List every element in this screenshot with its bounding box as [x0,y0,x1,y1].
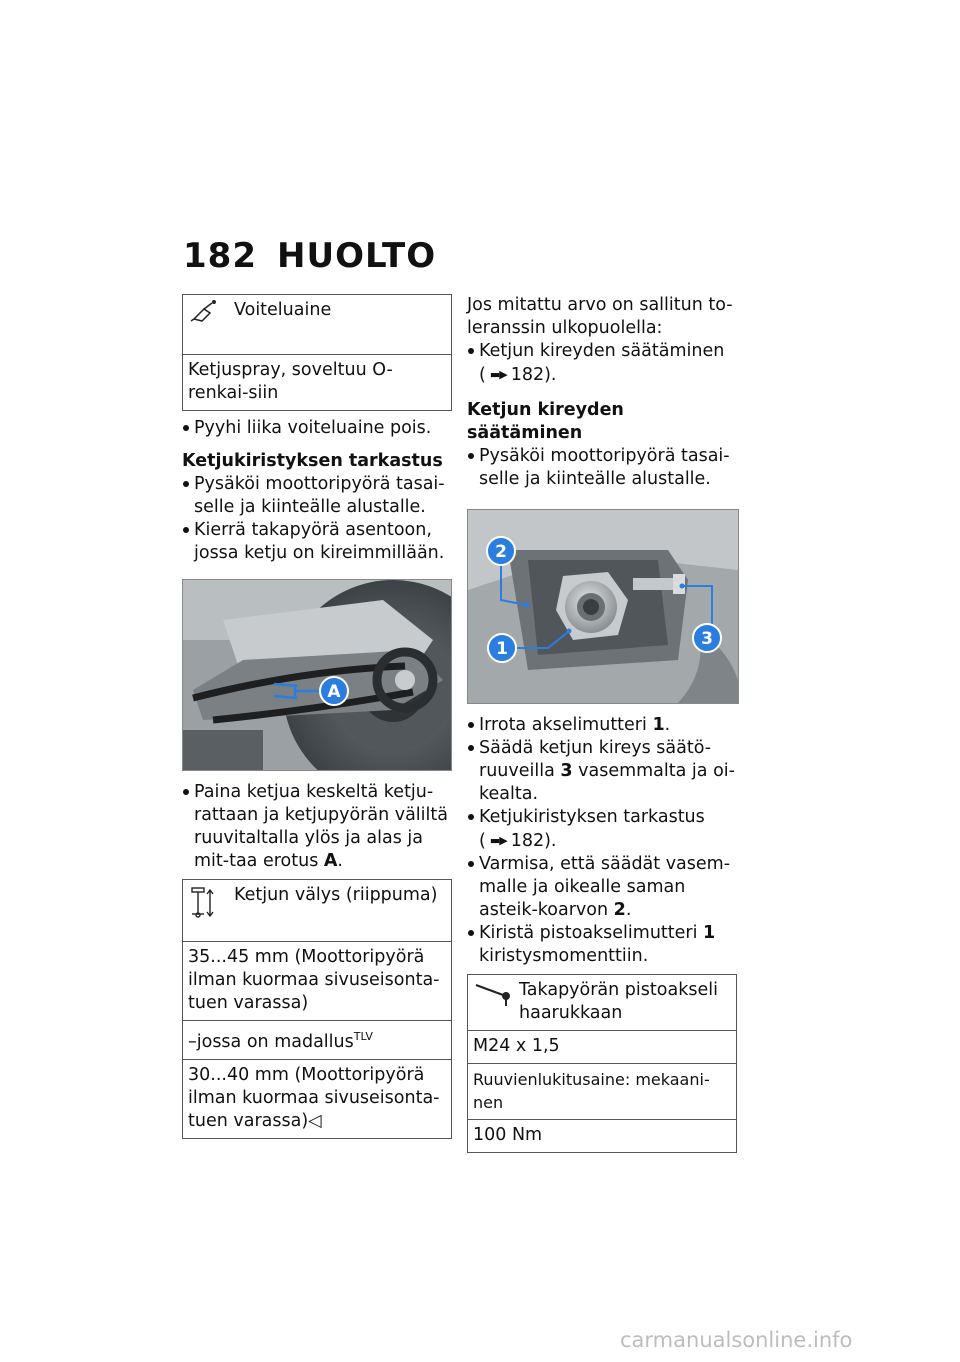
adjust-link-text: Ketjun kireyden säätäminen [479,341,725,361]
lubricant-box [182,294,452,411]
watermark: carmanualsonline.info [620,1328,853,1352]
lowered-sup: TLV [353,1030,373,1043]
page-ref-arrow-icon: ▬▶ [489,834,507,847]
check-ref-page[interactable]: 182). [510,831,557,851]
loosen-text: Irrota akselimutteri [479,715,653,735]
chain-photo [182,579,452,771]
axle-photo [467,509,739,704]
press-step-end: . [337,851,343,871]
end-mark: ◁ [308,1111,322,1131]
wipe-step: Pyyhi liika voiteluaine pois. [182,417,452,440]
adjust-heading: Ketjun kireyden säätäminen [467,400,624,443]
chapter-title: HUOLTO [277,236,437,276]
photo-label-a: A [327,682,341,702]
check-step-2: Kierrä takapyörä asentoon, jossa ketju on kireimmillään. [182,519,452,565]
press-step-text: Paina ketjua keskeltä ketju-rattaan ja ketjupyörän väliltä ruuvitaltalla ylös ja alas ja mit-taa erotus [194,782,448,871]
photo-label-3: 3 [701,629,713,649]
intro-text: Jos mitattu arvo on sallitun to-leranssin ulkopuolella: [467,295,733,338]
torque-value: 100 Nm [468,1120,737,1153]
lubricant-value: Ketjuspray, soveltuu O-renkai-siin [183,355,452,411]
loosen-bold: 1 [652,715,665,735]
slack-value-1: 35...45 mm (Moottoripyörä ilman kuormaa sivuseisonta-tuen varassa) [183,942,452,1021]
press-step [182,781,452,873]
slack-measure-icon [188,884,224,929]
adjust-park-step: Pysäköi moottoripyörä tasai-selle ja kiinteälle alustalle. [467,445,739,491]
slack-row-lowered [183,1021,452,1060]
check-step-1: Pysäköi moottoripyörä tasai-selle ja kiinteälle alustalle. [182,473,452,519]
adjust-link-step: Ketjun kireyden säätäminen ( ▬▶ 182). [467,340,739,387]
check-ref-text: Ketjukiristyksen tarkastus [479,807,705,827]
adjust-screw-a: Säädä ketjun kireys säätö-ruuveilla [479,738,712,781]
page-header [183,236,436,276]
torque-wrench-icon [473,979,509,1016]
slack-title: Ketjun välys (riippuma) [234,885,438,905]
verify-step: Varmisa, että säädät vasem-malle ja oikealle saman asteik-koarvon 2. [467,853,739,922]
torque-thread: M24 x 1,5 [468,1031,737,1064]
lowered-text: –jossa on madallus [188,1032,354,1052]
photo-label-1: 1 [496,639,508,659]
tighten-text-2: kiristysmomenttiin. [479,946,649,966]
press-step-bold: A [323,851,338,871]
right-column [467,294,739,1153]
photo-label-2: 2 [495,542,507,562]
tighten-bold: 1 [703,923,716,943]
adjust-link-page[interactable]: 182). [510,365,557,385]
page-ref-arrow-icon: ▬▶ [489,368,507,381]
torque-locking: Ruuvienlukitusaine: mekaani-nen [468,1064,737,1120]
adjust-screw-step [467,737,739,806]
verify-text: Varmisa, että säädät vasem-malle ja oikealle saman asteik-koarvon [479,854,731,920]
adjust-screw-b: vasemmalta ja oi-kealta. [479,761,735,804]
left-column [182,294,452,1139]
slack-value-2-text: 30...40 mm (Moottoripyörä ilman kuormaa sivuseisonta-tuen varassa) [188,1065,440,1131]
check-ref-step: Ketjukiristyksen tarkastus ( ▬▶ 182). [467,806,739,853]
page-number: 182 [183,236,257,276]
tighten-step [467,922,739,968]
slack-value-2 [183,1060,452,1139]
tighten-text: Kiristä pistoakselimutteri [479,923,704,943]
oil-can-icon [188,299,224,332]
torque-title: Takapyörän pistoakseli haarukkaan [519,980,718,1023]
loosen-step: Irrota akselimutteri 1. [467,714,739,737]
slack-box [182,879,452,1139]
torque-box [467,974,737,1153]
verify-bold: 2 [613,900,626,920]
lubricant-title: Voiteluaine [234,300,332,320]
check-heading: Ketjukiristyksen tarkastus [182,451,443,471]
adjust-screw-bold: 3 [560,761,573,781]
